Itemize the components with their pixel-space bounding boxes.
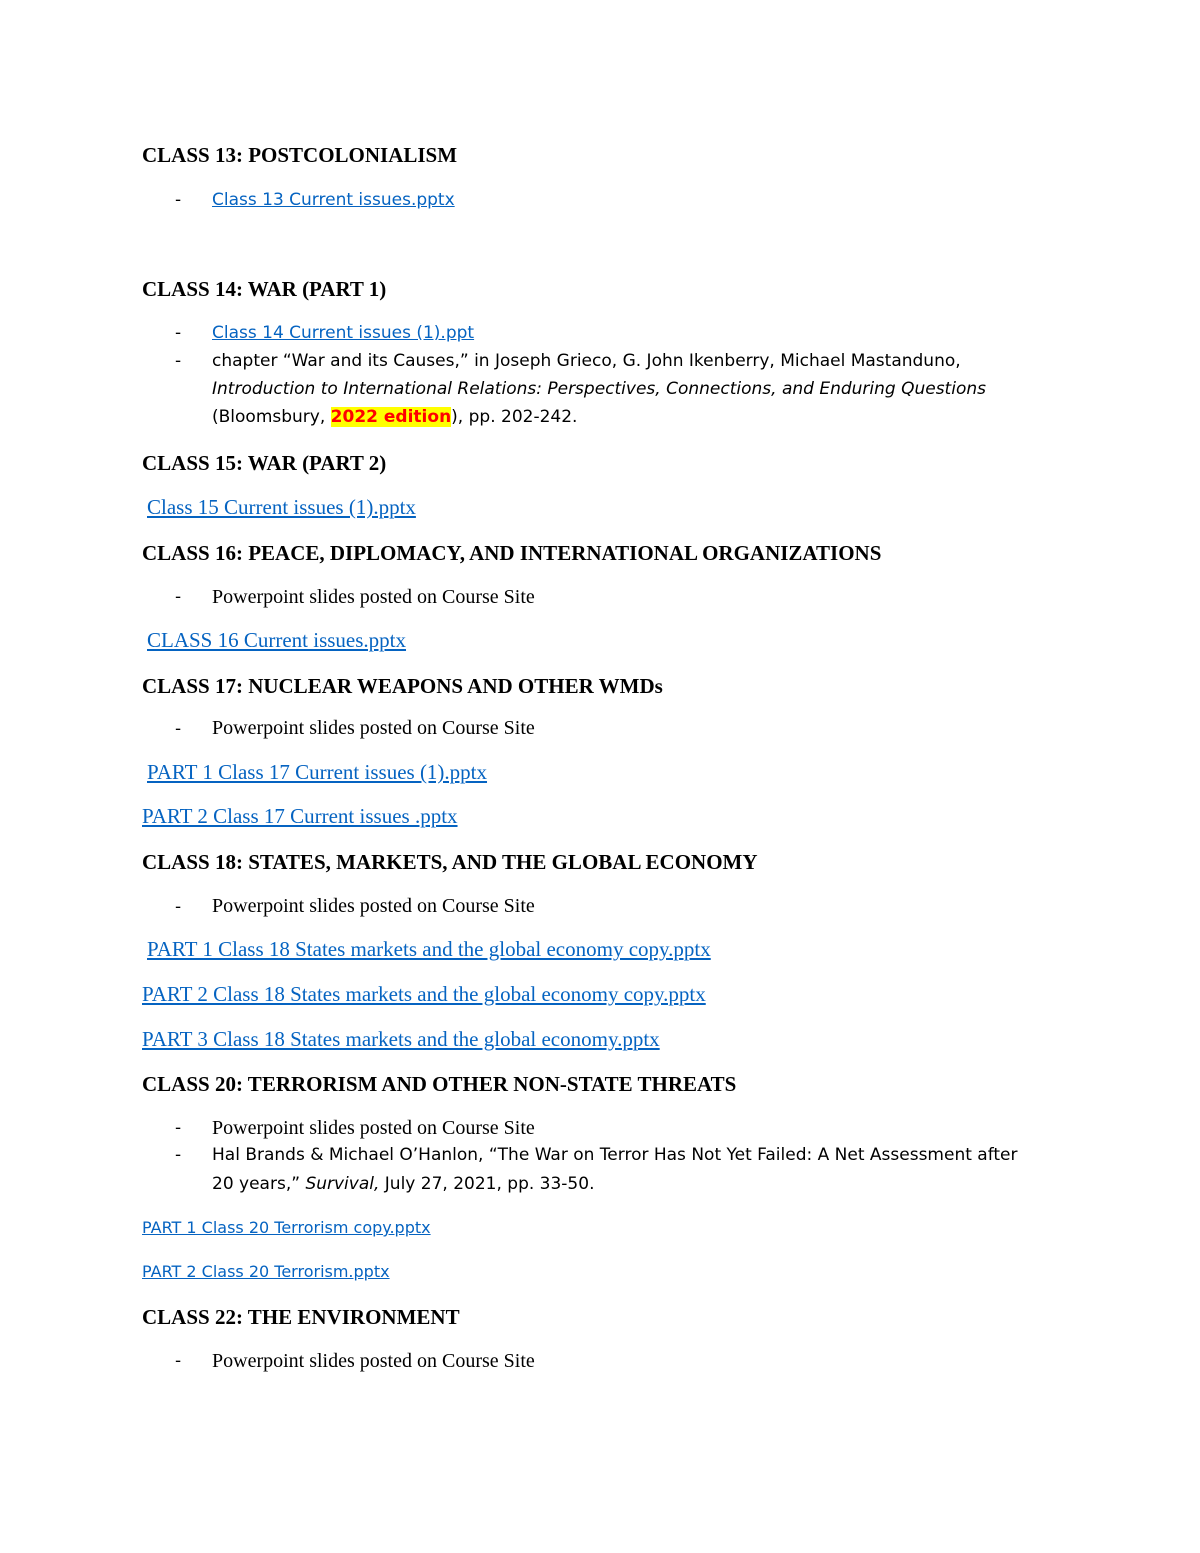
bullet-marker: -	[175, 1351, 182, 1371]
heading-class-20: CLASS 20: TERRORISM AND OTHER NON-STATE THREATS	[142, 1072, 737, 1096]
bullet-marker: -	[175, 897, 182, 917]
citation-pages: ), pp. 202-242.	[451, 407, 578, 427]
link-class-18-part-1[interactable]: PART 1 Class 18 States markets and the global economy copy.pptx	[147, 937, 711, 961]
heading-class-22: CLASS 22: THE ENVIRONMENT	[142, 1305, 460, 1329]
bullet-marker: -	[175, 1145, 182, 1165]
bullet-marker: -	[175, 323, 182, 343]
bullet-marker: -	[175, 719, 182, 739]
heading-class-13: CLASS 13: POSTCOLONIALISM	[142, 143, 458, 167]
link-class-20-part-2[interactable]: PART 2 Class 20 Terrorism.pptx	[142, 1262, 390, 1281]
heading-class-18: CLASS 18: STATES, MARKETS, AND THE GLOBAL ECONOMY	[142, 850, 758, 874]
bullet-powerpoint-slides: Powerpoint slides posted on Course Site	[212, 1350, 535, 1372]
link-class-13-pptx[interactable]: Class 13 Current issues.pptx	[212, 190, 455, 210]
highlighted-edition: 2022 edition	[330, 407, 452, 427]
link-class-18-part-2[interactable]: PART 2 Class 18 States markets and the global economy copy.pptx	[142, 982, 706, 1006]
link-class-16-pptx[interactable]: CLASS 16 Current issues.pptx	[147, 628, 407, 652]
bullet-powerpoint-slides: Powerpoint slides posted on Course Site	[212, 1117, 535, 1139]
journal-title: Survival,	[305, 1174, 380, 1194]
reading-citation-line-2	[212, 379, 986, 399]
reading-citation-line-1: Hal Brands & Michael O’Hanlon, “The War on Terror Has Not Yet Failed: A Net Assessment after	[212, 1145, 1018, 1165]
citation-publisher: (Bloomsbury,	[212, 407, 331, 427]
heading-class-15: CLASS 15: WAR (PART 2)	[142, 451, 387, 475]
citation-part: 20 years,”	[212, 1174, 306, 1194]
link-class-14-ppt[interactable]: Class 14 Current issues (1).ppt	[212, 323, 475, 343]
bullet-marker: -	[175, 190, 182, 210]
citation-date-pages: July 27, 2021, pp. 33-50.	[379, 1174, 595, 1194]
link-class-18-part-3[interactable]: PART 3 Class 18 States markets and the global economy.pptx	[142, 1027, 660, 1051]
bullet-marker: -	[175, 1118, 182, 1138]
book-title: Introduction to International Relations: Perspectives, Connections, and Enduring Questions	[212, 379, 986, 399]
link-class-17-part-1[interactable]: PART 1 Class 17 Current issues (1).pptx	[147, 760, 488, 784]
bullet-powerpoint-slides: Powerpoint slides posted on Course Site	[212, 717, 535, 739]
heading-class-16: CLASS 16: PEACE, DIPLOMACY, AND INTERNATIONAL ORGANIZATIONS	[142, 541, 882, 565]
heading-class-17: CLASS 17: NUCLEAR WEAPONS AND OTHER WMDs	[142, 674, 663, 698]
bullet-powerpoint-slides: Powerpoint slides posted on Course Site	[212, 895, 535, 917]
reading-citation-line-3	[212, 407, 577, 427]
link-class-20-part-1[interactable]: PART 1 Class 20 Terrorism copy.pptx	[142, 1218, 431, 1237]
bullet-marker: -	[175, 587, 182, 607]
heading-class-14: CLASS 14: WAR (PART 1)	[142, 277, 387, 301]
link-class-17-part-2[interactable]: PART 2 Class 17 Current issues .pptx	[142, 804, 458, 828]
bullet-marker: -	[175, 351, 182, 371]
reading-citation-line-2	[212, 1174, 594, 1194]
link-class-15-pptx[interactable]: Class 15 Current issues (1).pptx	[147, 495, 416, 519]
reading-citation-line-1: chapter “War and its Causes,” in Joseph Grieco, G. John Ikenberry, Michael Mastanduno,	[212, 351, 961, 371]
bullet-powerpoint-slides: Powerpoint slides posted on Course Site	[212, 586, 535, 608]
